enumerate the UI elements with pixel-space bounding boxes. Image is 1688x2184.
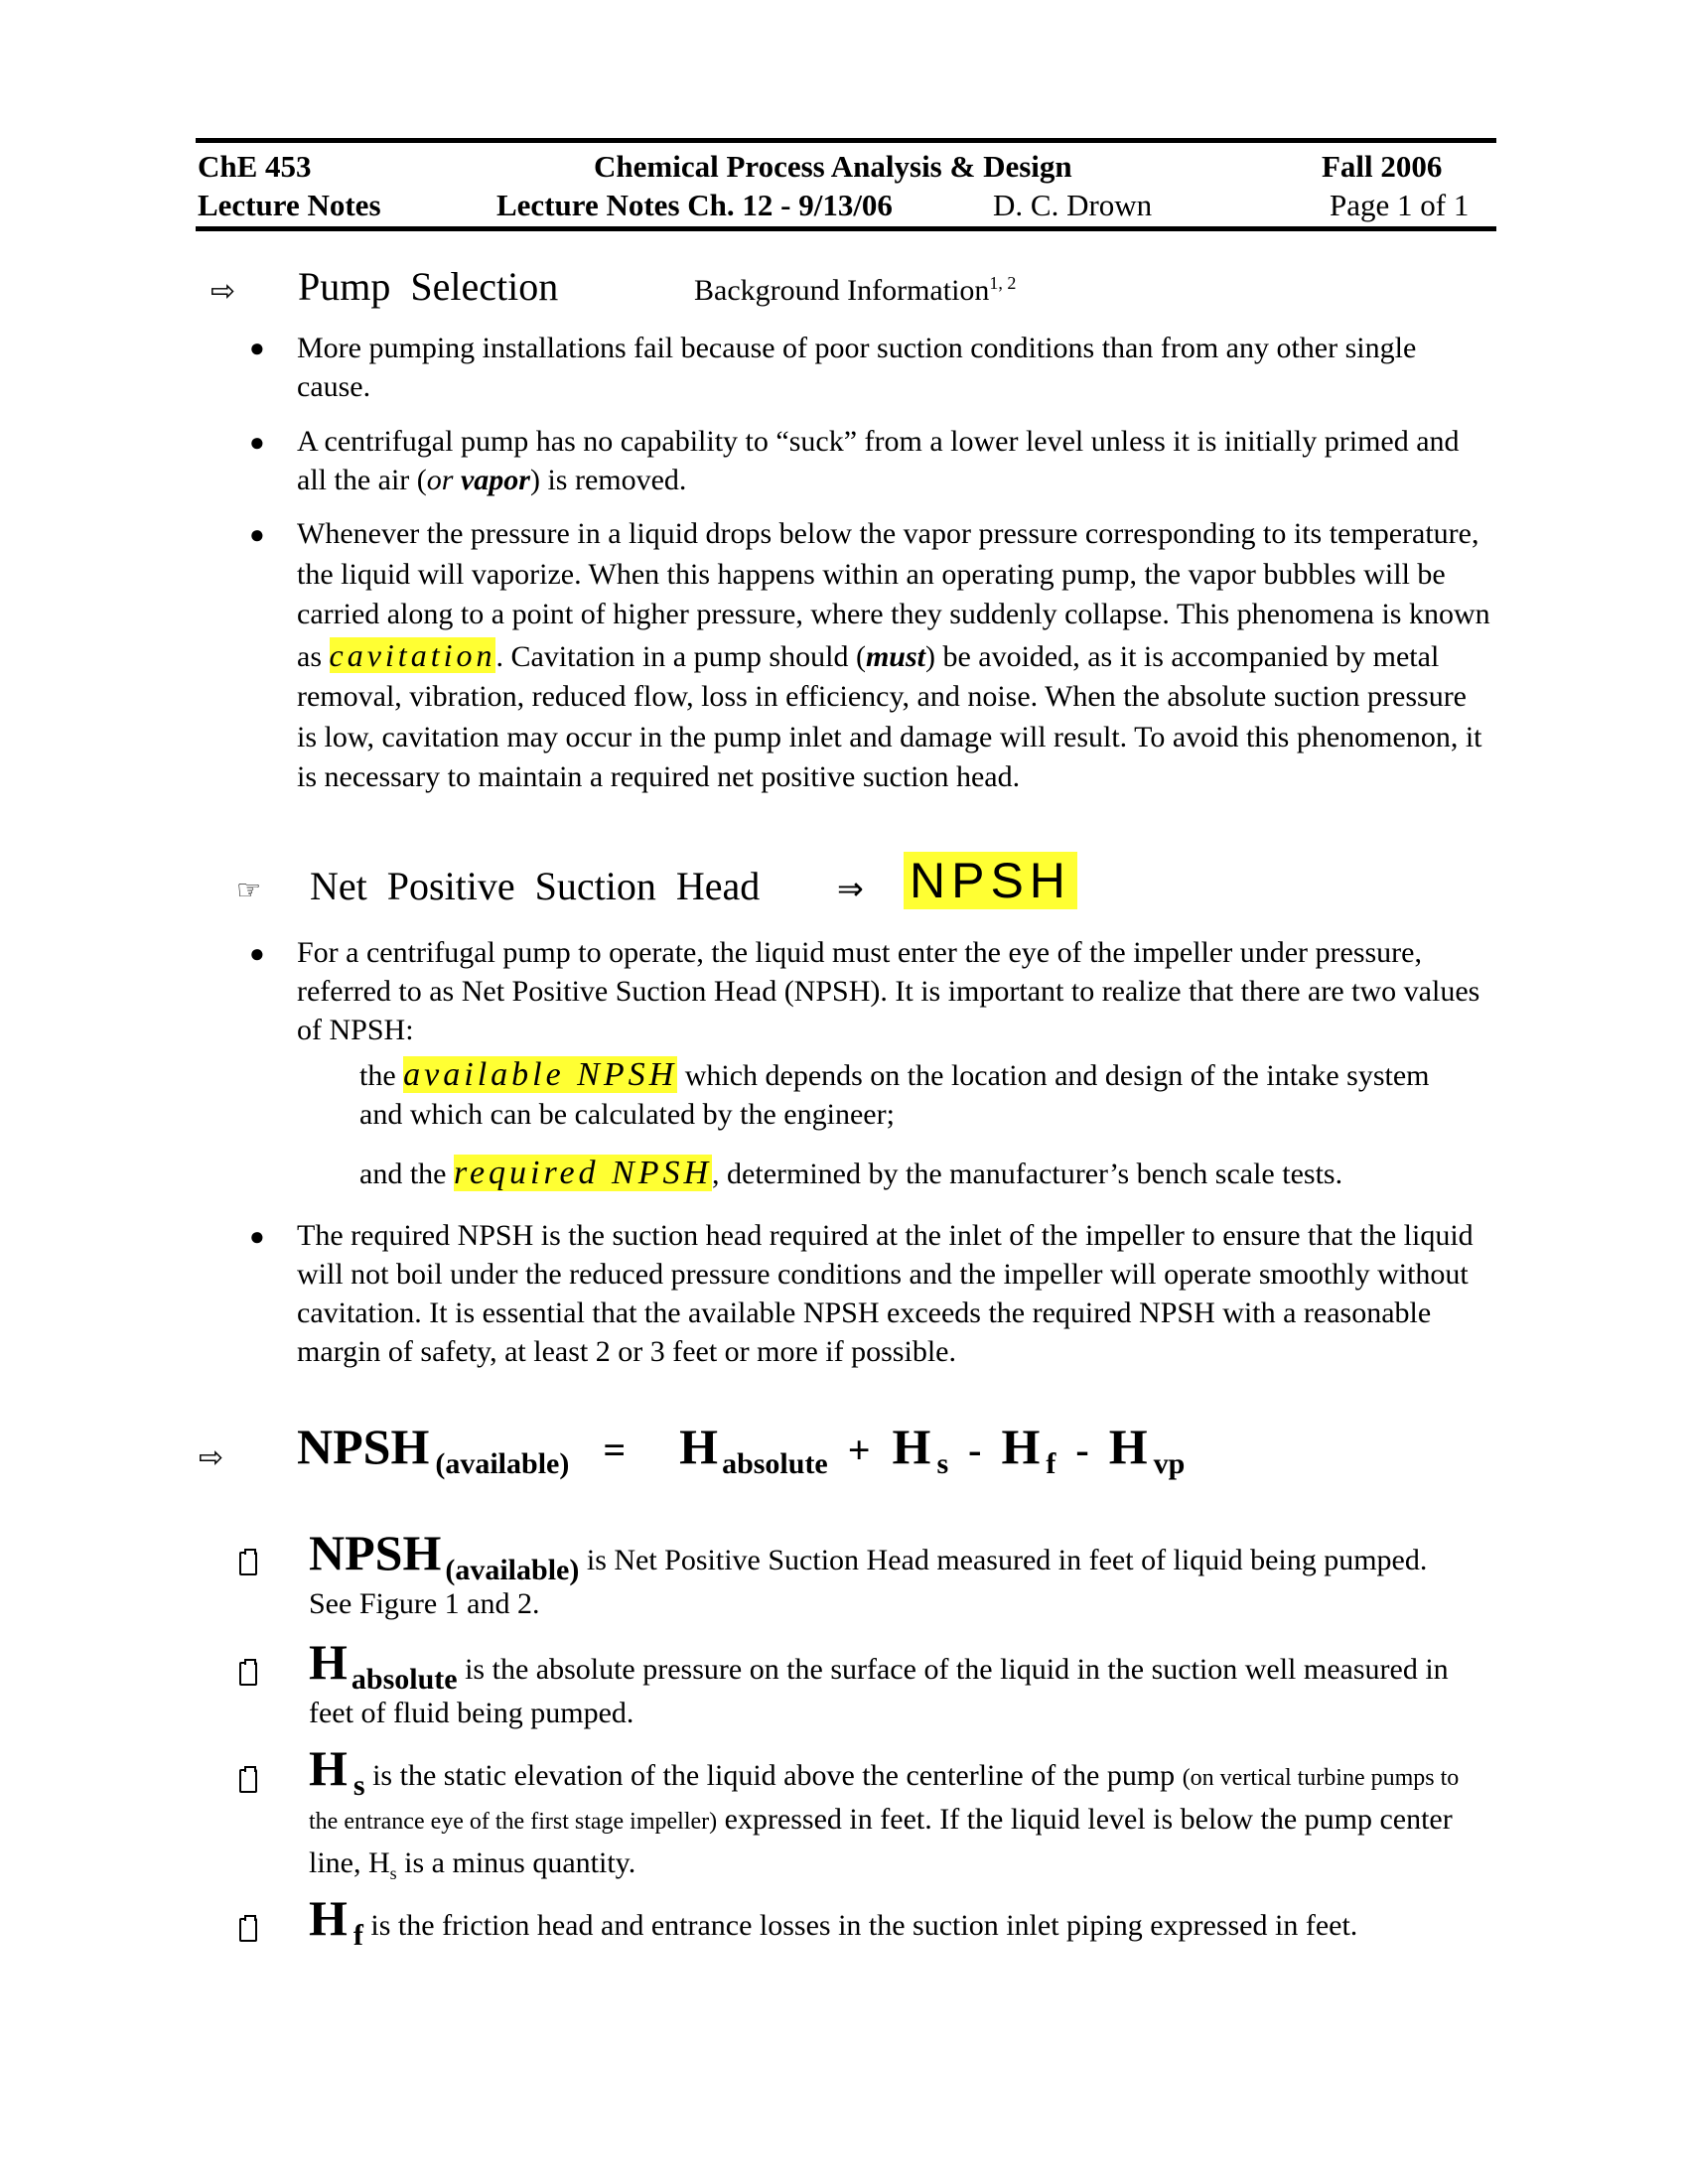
text-part: the <box>359 1059 404 1092</box>
course-title: Chemical Process Analysis & Design <box>594 149 1072 184</box>
bullet-text-part: . Cavitation in a pump should ( <box>495 639 866 673</box>
bullet-text <box>297 422 1469 499</box>
eq-absolute-sub: absolute <box>722 1447 828 1480</box>
definition-h-f <box>309 1890 1500 1952</box>
definition-npsh <box>309 1525 1471 1626</box>
section-title-npsh: Net Positive Suction Head <box>310 864 761 908</box>
eq-s-sub: s <box>936 1447 949 1480</box>
def-sub: f <box>352 1919 363 1952</box>
author: D. C. Drown <box>993 188 1153 222</box>
paren: ) <box>529 464 540 496</box>
inline-subscript: s <box>389 1863 397 1883</box>
def-text: is Net Positive Suction Head measured in feet of liquid being pumped. See Figure 1 and 2. <box>309 1544 1428 1620</box>
def-symbol: H <box>309 1740 348 1796</box>
bullet-text <box>297 514 1493 798</box>
eq-minus: - <box>968 1428 982 1472</box>
def-sub: s <box>352 1769 365 1802</box>
bullet-icon: ● <box>249 520 265 549</box>
def-symbol: H <box>309 1890 348 1946</box>
bullet-text-part: is removed. <box>539 464 687 496</box>
def-symbol: H <box>309 1634 348 1690</box>
bullet-icon: ● <box>249 428 265 457</box>
background-info-label: Background Information <box>694 274 990 307</box>
def-text: is the static elevation of the liquid above the centerline of the pump <box>364 1759 1183 1792</box>
bullet-text: For a centrifugal pump to operate, the liquid must enter the eye of the impeller under pressure, referred to as Net Positive Suction Head (NPSH). It is important to realize that there are two values of NPSH: <box>297 936 1480 1046</box>
definition-h-absolute <box>309 1634 1480 1735</box>
eq-h-vp: H <box>1108 1419 1148 1474</box>
required-npsh-line <box>359 1154 1501 1193</box>
bullet-icon: ● <box>249 1222 265 1251</box>
bullet-text-part: A centrifugal pump has no capability to “suck” from a lower level unless it is initially primed and all the air <box>297 425 1460 496</box>
right-arrow-icon: ⇨ <box>211 274 236 309</box>
section-subtitle <box>694 273 1016 308</box>
def-text: is the absolute pressure on the surface of the liquid in the suction well measured in feet of fluid being pumped. <box>309 1653 1449 1729</box>
text-part: which depends on the location and design of the intake system and which can be calculated by the engineer; <box>359 1059 1430 1131</box>
def-text: expressed in feet. If the liquid level is below the pump center line, H <box>309 1803 1453 1879</box>
bullet-text: More pumping installations fail because of poor suction conditions than from any other single cause. <box>297 332 1417 403</box>
eq-available-sub: (available) <box>435 1447 570 1480</box>
footnote-refs: 1, 2 <box>989 273 1017 293</box>
lecture-info: Lecture Notes Ch. 12 - 9/13/06 <box>496 188 893 222</box>
must-word: must <box>865 639 925 673</box>
or-word: or <box>426 464 454 496</box>
header-bottom-rule <box>196 226 1496 231</box>
eq-vp-sub: vp <box>1153 1447 1186 1480</box>
clipboard-icon <box>239 1769 257 1793</box>
right-arrow-icon: ⇨ <box>199 1440 224 1475</box>
def-sub: absolute <box>351 1663 458 1696</box>
available-npsh-highlight: available NPSH <box>403 1056 678 1093</box>
paren: ( <box>416 464 427 496</box>
term: Fall 2006 <box>1322 149 1443 184</box>
npsh-equation <box>297 1418 1186 1480</box>
course-code: ChE 453 <box>198 149 312 184</box>
bullet-text-part: Whenever the pressure in a liquid drops below the vapor pressure corresponding to its temperature, the liquid will vaporize. When this happens within an operating pump, the vapor bubbles will be carried along to a point of higher pressure, where they suddenly collapse. This phenomena is known as <box>297 517 1490 673</box>
eq-minus: - <box>1075 1428 1089 1472</box>
doc-type: Lecture Notes <box>198 188 381 222</box>
eq-npsh: NPSH <box>297 1419 430 1474</box>
text-part: , determined by the manufacturer’s bench scale tests. <box>712 1158 1343 1190</box>
required-npsh-highlight: required NPSH <box>453 1155 713 1191</box>
bullet-icon: ● <box>249 334 265 362</box>
definition-h-s <box>309 1740 1480 1894</box>
def-text: is the friction head and entrance losses in the suction inlet piping expressed in feet. <box>362 1909 1358 1942</box>
clipboard-icon <box>239 1552 257 1575</box>
eq-h-s: H <box>892 1419 931 1474</box>
clipboard-icon <box>239 1662 257 1686</box>
eq-h-f: H <box>1001 1419 1041 1474</box>
eq-equals: = <box>603 1428 627 1472</box>
cavitation-highlight: cavitation <box>329 636 496 673</box>
vapor-word: vapor <box>460 464 530 496</box>
implies-arrow: ⇒ <box>837 870 864 907</box>
eq-plus: + <box>847 1428 871 1472</box>
section-title-pump-selection: Pump Selection <box>298 264 559 309</box>
eq-f-sub: f <box>1046 1447 1056 1480</box>
bullet-text: The required NPSH is the suction head required at the inlet of the impeller to ensure that the liquid will not boil under the reduced pressure conditions and the impeller will operate smoothly without cavitation. It is essential that the available NPSH exceeds the required NPSH with a reasonable margin of safety, at least 2 or 3 feet or more if possible. <box>297 1219 1474 1368</box>
clipboard-icon <box>239 1918 257 1942</box>
def-sub: (available) <box>445 1554 580 1586</box>
bullet-icon: ● <box>249 939 265 968</box>
def-text: is a minus quantity. <box>396 1846 636 1879</box>
npsh-acronym-highlight: NPSH <box>904 852 1077 909</box>
def-symbol: NPSH <box>309 1525 442 1580</box>
header-top-rule <box>196 138 1496 143</box>
text-part: and the <box>359 1158 454 1190</box>
page-number: Page 1 of 1 <box>1330 188 1470 222</box>
pointing-hand-icon: ☞ <box>236 874 262 906</box>
def-small-text: (on vertical turbine pumps to the entrance eye of the first stage impeller) <box>309 1765 1460 1835</box>
eq-h-absolute: H <box>679 1419 719 1474</box>
available-npsh-line <box>359 1055 1472 1134</box>
bullet-text-part: ) be avoided, as it is accompanied by metal removal, vibration, reduced flow, loss in efficiency, and noise. When the absolute suction pressure is low, cavitation may occur in the pump inlet and damage will result. To avoid this phenomenon, it is necessary to maintain a required net positive suction head. <box>297 639 1482 793</box>
